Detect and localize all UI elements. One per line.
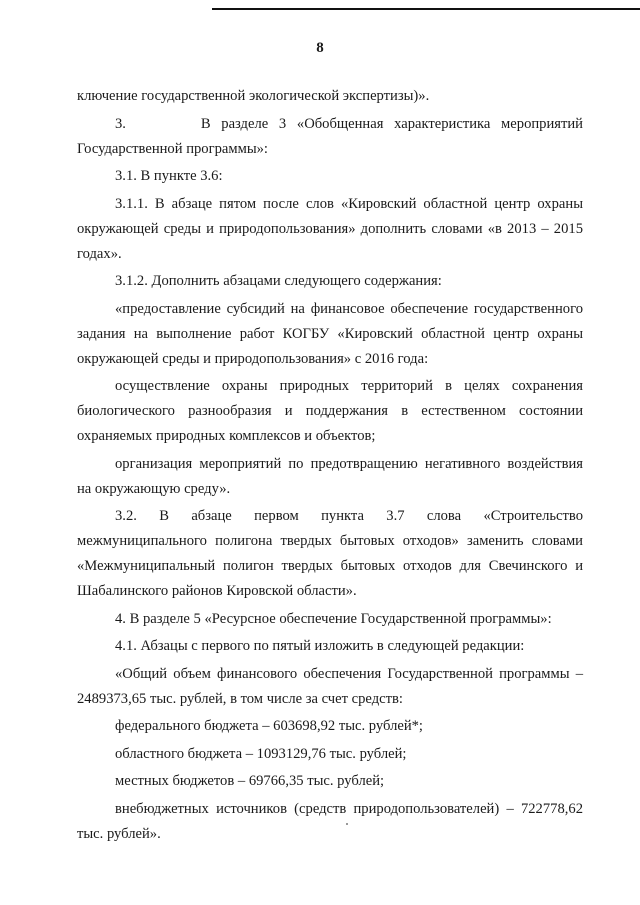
paragraph-item-4-1: 4.1. Абзацы с первого по пятый изложить в следующей редакции: [115, 638, 525, 654]
paragraph-local-budgets: местных бюджетов – 69766,35 тыс. рублей; [115, 773, 385, 789]
paragraph-item-3-1: 3.1. В пункте 3.6: [115, 168, 223, 184]
paragraph-item-3: 3. В разделе 3 «Обобщенная характеристика мероприятий Государственной программы»: [77, 115, 583, 157]
top-rule [212, 8, 640, 10]
paragraph-item-3-1-2: 3.1.2. Дополнить абзацами следующего содержания: [115, 273, 442, 289]
paragraph-quote-subsidies: «предоставление субсидий на финансовое обеспечение государственного задания на выполнение работ КОГБУ «Кировский областной центр охраны окружающей среды и природопользования» с 2016 года: [77, 300, 583, 367]
paragraph-protection: осуществление охраны природных территорий в целях сохранения биологического разнообразия и поддержания в естественном состоянии охраняемых природных комплексов и объектов; [77, 378, 583, 444]
paragraph-item-3-1-1: 3.1.1. В абзаце пятом после слов «Кировский областной центр охраны окружающей среды и природопользования» дополнить словами «в 2013 – 2015 годах». [77, 195, 583, 262]
document-body [77, 84, 583, 847]
paragraph-organization: организация мероприятий по предотвращению негативного воздействия на окружающую среду». [77, 455, 583, 497]
paragraph-continuation: ключение государственной экологической экспертизы)». [77, 88, 430, 104]
paragraph-total-volume: «Общий объем финансового обеспечения Государственной программы – 2489373,65 тыс. рублей, в том числе за счет средств: [77, 665, 583, 707]
page-number: 8 [316, 40, 324, 56]
paragraph-item-4: 4. В разделе 5 «Ресурсное обеспечение Государственной программы»: [115, 610, 552, 627]
paragraph-extrabudgetary: внебюджетных источников (средств природопользователей) – 722778,62 тыс. рублей». [77, 800, 583, 842]
paragraph-item-3-2: 3.2. В абзаце первом пункта 3.7 слова «Строительство межмуниципального полигона твердых бытовых отходов» заменить словами «Межмуниципальный полигон твердых бытовых отходов для Свечинского и Шабалинского районов Кировской области». [77, 508, 583, 599]
paragraph-regional-budget: областного бюджета – 1093129,76 тыс. рублей; [115, 745, 407, 762]
paragraph-federal-budget: федерального бюджета – 603698,92 тыс. рублей*; [115, 718, 423, 734]
scan-speck [346, 823, 348, 825]
